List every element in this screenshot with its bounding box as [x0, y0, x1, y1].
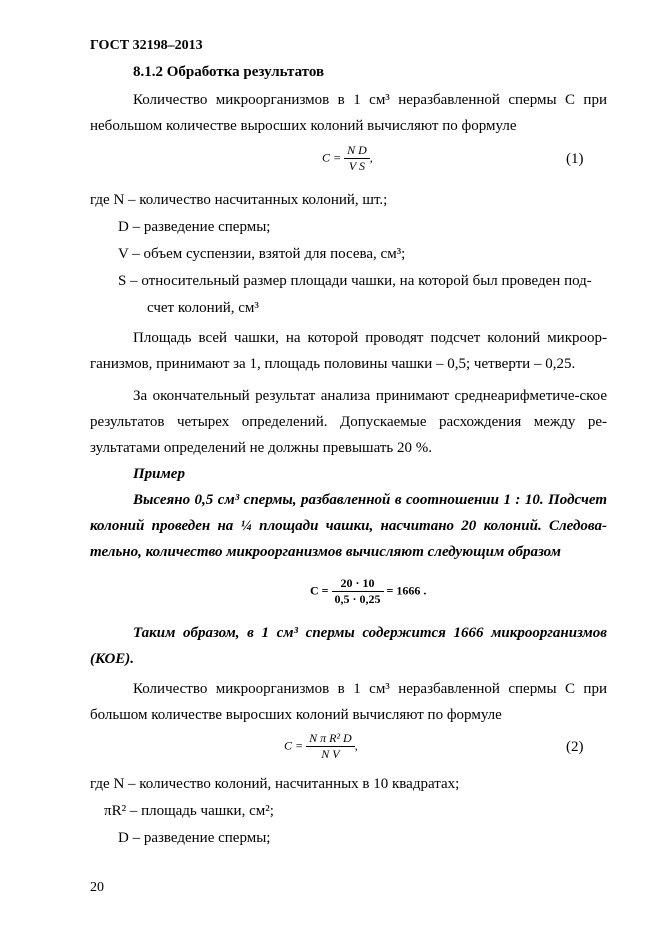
formula-2: C = $\frac{\text{N π R² D}}{\text{N V}}$ ,: [284, 731, 358, 761]
where1-line-3: V – объем суспензии, взятой для посева, см³;: [118, 246, 406, 262]
where1-line-4: S – относительный размер площади чашки, на которой был проведен под-: [118, 273, 592, 289]
where1-line-2: D – разведение спермы;: [118, 219, 271, 235]
document-header: ГОСТ 32198–2013: [90, 38, 203, 53]
where2-line-1: где N – количество колоний, насчитанных в 10 квадратах;: [90, 776, 460, 792]
paragraph-intro-small: Количество микроорганизмов в 1 см³ неразбавленной спермы C при небольшом количестве выросших колоний вычисляют по формуле: [90, 92, 607, 134]
where1-line-1: где N – количество насчитанных колоний, шт.;: [90, 192, 388, 208]
formula-2-number: (2): [566, 739, 584, 755]
page-number: 20: [90, 880, 104, 895]
paragraph-result: За окончательный результат анализа принимают среднеарифметиче-ское результатов четырех определений. Допускаемые расхождения между ре-зультатами определений не должны превышать 20 %.: [90, 388, 607, 456]
example-result: Таким образом, в 1 см³ спермы содержится 1666 микроорганизмов (КОЕ).: [90, 625, 607, 667]
example-text: Высеяно 0,5 см³ спермы, разбавленной в соотношении 1 : 10. Подсчет колоний проведен на ¼ площади чашки, насчитано 20 колоний. Следова-тельно, количество микроорганизмов вычисляют следующим образом: [90, 492, 607, 560]
where1-line-5: счет колоний, см³: [147, 300, 259, 316]
formula-1-number: (1): [566, 151, 584, 167]
formula-example: С = $\frac{20 \cdot 10}{0,5 \cdot 0,25}$ = 1666 .: [310, 576, 427, 606]
example-title: Пример: [133, 466, 185, 482]
where2-line-2: πR² – площадь чашки, см²;: [104, 803, 274, 819]
paragraph-intro-large: Количество микроорганизмов в 1 см³ неразбавленной спермы C при большом количестве выросших колоний вычисляют по формуле: [90, 681, 607, 723]
formula-1: C = $\frac{\text{N D}}{\text{V S}}$ ,: [322, 143, 373, 173]
paragraph-area: Площадь всей чашки, на которой проводят подсчет колоний микроор-ганизмов, принимают за 1, площадь половины чашки – 0,5; четверти – 0,25.: [90, 330, 607, 372]
where2-line-3: D – разведение спермы;: [118, 830, 271, 846]
section-title: 8.1.2 Обработка результатов: [133, 64, 325, 80]
